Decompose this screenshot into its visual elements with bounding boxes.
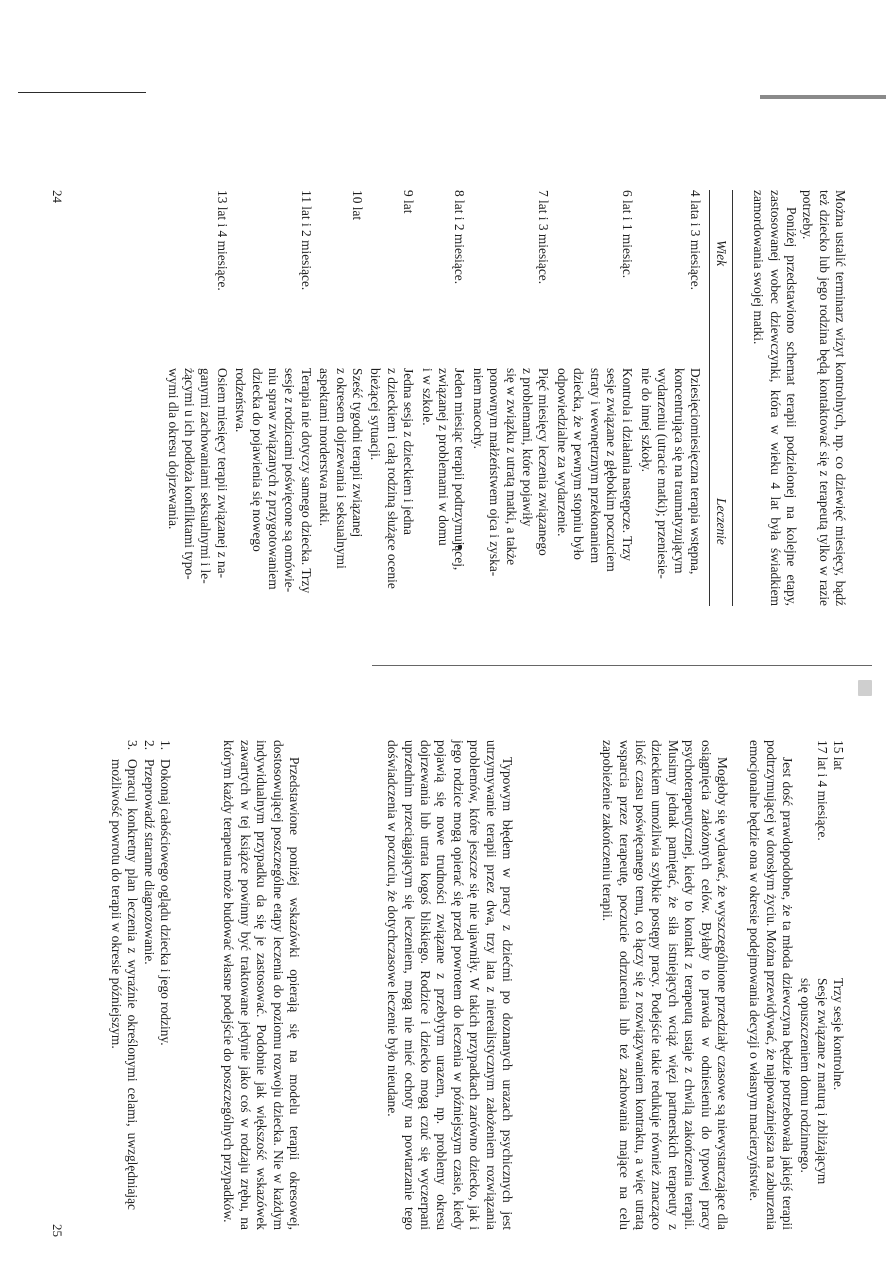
- treatment-line: z dzieckiem i całą rodziną służące ocenie: [384, 368, 400, 589]
- table-row-age: 15 lat: [831, 740, 846, 771]
- guideline-number: 2.: [141, 740, 157, 751]
- table-row-age: 7 lat i 3 miesiące.: [536, 190, 552, 285]
- guideline-text: Dokonaj całościowego oglądu dziecka i jego rodziny.: [158, 759, 173, 1046]
- table-row-treatment: [316, 368, 365, 606]
- left-page: [0, 20, 893, 632]
- treatment-line: związanej z problemami w domu: [436, 368, 451, 546]
- table-row-treatment: [553, 368, 635, 606]
- table-row-age: 8 lat i 2 miesiące.: [452, 190, 468, 285]
- table-row-age: 6 lat i 1 miesiąc.: [620, 190, 636, 279]
- treatment-line: niu spraw związanych z przygotowaniem: [266, 368, 281, 590]
- treatment-line: dziecka, że w pewnym stopniu było: [571, 368, 587, 560]
- body-paragraph: Przedstawione poniżej wskazówki opierają się na modelu terapii okresowej, dostosowującej poszczególne etapy leczenia do poziomu rozwoju dziecka. Nie w każdym indywidualnym przypadku da się je zastosować. Podobnie jak większość wskazówek zawartych w tej książce powinny być traktowane jedynie jako coś w rodzaju zrębu, na którym każdy terapeuta może budować własne podejście do poszczególnych przypadków.: [221, 740, 302, 1230]
- guideline-item: [157, 740, 173, 1210]
- treatment-line: Dziesięciomiesięczna terapia wstępna,: [688, 368, 703, 575]
- treatment-line: nie do innej szkoły.: [638, 368, 654, 473]
- guideline-list: [107, 740, 173, 1210]
- treatment-line: wydarzeniu (utracie matki); przeniesie-: [655, 368, 671, 579]
- treatment-line: żącymi u ich podłoża konfliktami typo-: [182, 368, 197, 580]
- treatment-line: Kontrola i działania następcze. Trzy: [620, 368, 636, 561]
- treatment-line: z problemami, które pojawiły: [520, 368, 535, 527]
- intro-paragraph: Można ustalić terminarz wizyt kontrolnych, np. co dziewięć miesięcy, bądź też dziecko lub jego rodzina będą kontaktować się z terapeutą tylko w razie potrzeby.: [800, 190, 848, 606]
- guideline-text: Opracuj konkretny plan leczenia z wyraźnie określonymi celami, uwzględniając możliwość powrotu do terapii w okresie późniejszym.: [108, 759, 141, 1210]
- treatment-line: koncentrująca się na traumatyzującym: [671, 368, 687, 574]
- column-header-age: Wiek: [714, 240, 729, 267]
- intro-paragraph-2: Poniżej przedstawiono schemat terapii podzielonej na kolejne etapy, zastosowanej wobec dziewczynki, która w wieku 4 lat była świadkiem zamordowania swojej matki.: [751, 190, 799, 606]
- table-row-age: 11 lat i 2 miesiące.: [298, 190, 314, 291]
- treatment-line: Jeden miesiąc terapii podtrzymującej,: [452, 368, 468, 571]
- treatment-line: bieżącej sytuacji.: [368, 368, 384, 461]
- guideline-number: 3.: [125, 740, 141, 751]
- right-page: [0, 640, 893, 1252]
- table-row-treatment: [418, 368, 467, 606]
- table-row-age: 10 lat: [350, 190, 365, 221]
- body-paragraph: Typowym błędem w pracy z dziećmi po doznanych urazach psychicznych jest utrzymywanie terapii przez dwa, trzy lata z nierealistycznym założeniem rozwiązania problemów, które jeszcze się nie ujawniły. W takich przypadkach zarówno dziecko, jak i jego rodzice mogą opierać się przed powrotem do leczenia w późniejszym czasie, kiedy pojawią się nowe trudności związane z przebytym urazem, np. problemy okresu dojrzewania lub utrata kogoś bliskiego. Rodzice i dziecko mogą czuć się wyczerpani uprzednim przeciągającym się leczeniem, mogą nie mieć ochoty na powtarzanie tego doświadczenia w poczuciu, że dotychczasowe leczenie było nieudane.: [385, 740, 515, 1230]
- treatment-line: Jedna sesja z dzieckiem i jedna: [401, 368, 417, 535]
- treatment-line: dziecka do pojawienia się nowego: [249, 368, 265, 552]
- column-header-treatment: Leczenie: [714, 498, 729, 545]
- treatment-line: ponownym małżeństwem ojca i zyska-: [487, 368, 503, 577]
- treatment-line: i w szkole.: [419, 368, 435, 426]
- table-row-age: 9 lat: [401, 190, 417, 214]
- table-row-treatment: [164, 368, 230, 606]
- table-row-treatment: [797, 978, 830, 1218]
- guideline-item: [140, 740, 156, 1210]
- treatment-line: Trzy sesje kontrolne.: [831, 978, 846, 1091]
- treatment-line: Osiem miesięcy terapii związanej z na-: [214, 368, 230, 579]
- treatment-line: z okresem dojrzewania i seksualnymi: [333, 368, 349, 569]
- table-row-treatment: [469, 368, 551, 606]
- table-header-rule: [709, 190, 710, 606]
- guideline-item: [107, 740, 140, 1210]
- page-number-right: 25: [50, 1224, 65, 1237]
- treatment-line: sesje z rodzicami poświęcone są omówie-: [282, 368, 298, 593]
- table-row-age: 4 lata i 3 miesiące.: [688, 190, 703, 291]
- table-row-treatment: [830, 978, 846, 1218]
- treatment-line: Sześć tygodni terapii związanej: [350, 368, 365, 538]
- treatment-line: niem macochy.: [470, 368, 486, 449]
- table-row-treatment: [367, 368, 416, 606]
- table-row-age: 13 lat i 4 miesiące.: [214, 190, 230, 291]
- treatment-line: odpowiedzialne za wydarzenie.: [554, 368, 570, 537]
- treatment-line: Pięć miesięcy leczenia związanego: [536, 368, 552, 556]
- guideline-text: Przeprowadź staranne diagnozowanie.: [141, 759, 157, 965]
- treatment-line: Sesje związane z maturą i zbliżającym: [814, 978, 830, 1185]
- table-row-treatment: [637, 368, 703, 606]
- treatment-line: sesje związane z głębokim poczuciem: [604, 368, 619, 572]
- treatment-line: się w związku z utratą matki, a także: [503, 368, 519, 566]
- table-top-rule: [732, 190, 733, 606]
- treatment-line: ganymi zachowaniami seksualnymi i le-: [198, 368, 214, 584]
- guideline-number: 1.: [158, 740, 173, 751]
- treatment-line: wymi dla okresu dojrzewania.: [165, 368, 181, 530]
- body-paragraph: Mogłoby się wydawać, że wyszczególnione przedziały czasowe są niewystarczające dla osiągnięcia założonych celów. Byłaby to prawda w odniesieniu do typowej pracy psychoterapeutycznej, kiedy to kontakt z terapeutą ustaje z chwilą zakończenia terapii. Musimy jednak pamiętać, że siła istniejących wciąż więzi partnerskich terapeuty z dzieckiem umożliwia szybkie postępy pracy. Podejście takie redukuje również znacząco ilość czasu poświęcanego temu, co łączy się z rozwiązywaniem kontraktu, a więc utratą wsparcia przez terapeutę, poczucie odrzucenia lub też zachowania mające na celu zapobieżenie zakończeniu terapii.: [600, 740, 730, 1230]
- treatment-line: straty i wewnętrznym przekonaniem: [587, 368, 603, 564]
- table-row-age: 17 lat i 4 miesiące.: [814, 740, 830, 841]
- treatment-line: rodzeństwa.: [233, 368, 249, 433]
- treatment-line: aspektami morderstwa matki.: [317, 368, 333, 527]
- treatment-line: Terapia nie dotyczy samego dziecka. Trzy: [298, 368, 314, 594]
- treatment-line: się opuszczeniem domu rodzinnego.: [798, 978, 814, 1173]
- table-row-treatment: [232, 368, 314, 606]
- page-number-left: 24: [50, 190, 65, 203]
- body-paragraph: Jest dość prawdopodobne, że ta młoda dziewczyna będzie potrzebowała jakiejś terapii podtrzymującej w dorosłym życiu. Można przewidywać, że najpoważniejsza na zaburzenia emocjonalne będzie ona w okresie podejmowania decyzji o własnym macierzyństwie.: [747, 740, 795, 1230]
